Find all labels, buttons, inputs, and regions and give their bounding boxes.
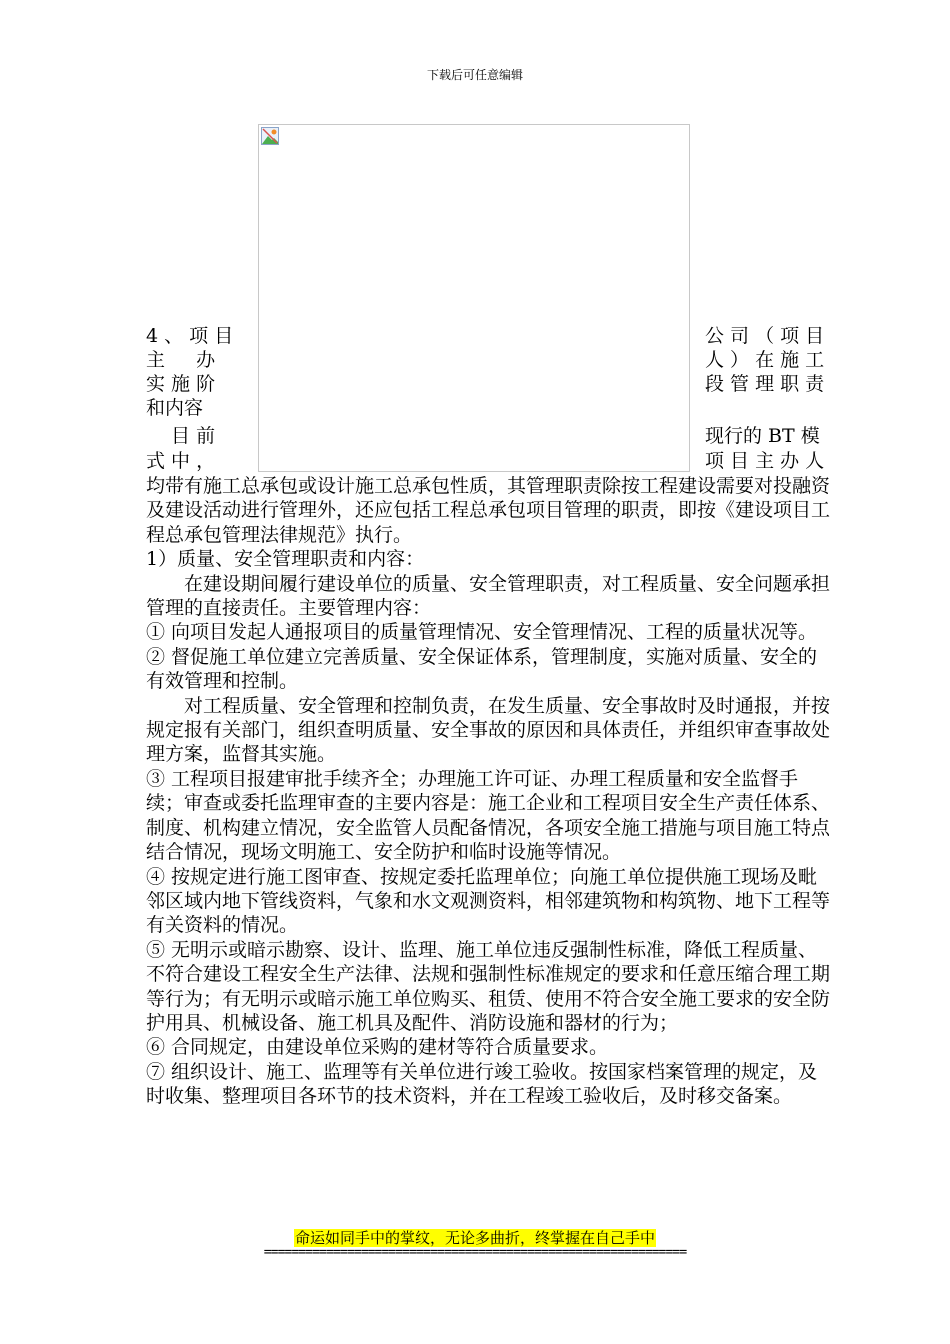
heading-right-line-3: 段 管 理 职 责 <box>705 373 825 395</box>
section-heading-quality-safety: 1）质量、安全管理职责和内容： <box>146 548 425 571</box>
list-item-2: ② 督促施工单位建立完善质量、安全保证体系，管理制度，实施对质量、安全的有效管理和控制。 <box>146 645 818 693</box>
heading-right-line-2: 人 ） 在 施 工 <box>705 349 825 371</box>
heading-left-line-4: 和内容 <box>146 397 204 419</box>
intro-left-line-1: 目 前 <box>146 425 216 447</box>
footer-rule: ============================================================= <box>263 1245 687 1260</box>
intro-right-line-1: 现行的 BT 模 <box>705 425 820 447</box>
list-item-5: ⑤ 无明示或暗示勘察、设计、监理、施工单位违反强制性标准，降低工程质量、不符合建设工程安全生产法律、法规和强制性标准规定的要求和任意压缩合理工期等行为；有无明示或暗示施工单位购买、租赁、使用不符合安全施工要求的安全防护用具、机械设备、施工机具及配件、消防设施和器材的行为； <box>146 938 831 1034</box>
heading-left-line-2: 主 办 <box>146 349 216 371</box>
list-item-7: ⑦ 组织设计、施工、监理等有关单位进行竣工验收。按国家档案管理的规定，及时收集、整理项目各环节的技术资料，并在工程竣工验收后，及时移交备案。 <box>146 1060 818 1108</box>
intro-right-line-2: 项 目 主 办 人 <box>705 450 825 472</box>
page-header: 下载后可任意编辑 <box>426 68 523 82</box>
broken-image-icon <box>261 127 279 145</box>
image-placeholder <box>258 124 690 472</box>
paragraph-construction-period: 在建设期间履行建设单位的质量、安全管理职责，对工程质量、安全问题承担管理的直接责任。主要管理内容： <box>146 572 831 620</box>
list-item-3: ③ 工程项目报建审批手续齐全；办理施工许可证、办理工程质量和安全监督手续；审查或委托监理审查的主要内容是：施工企业和工程项目安全生产责任体系、制度、机构建立情况，安全监管人员配备情况，各项安全施工措施与项目施工特点结合情况，现场文明施工、安全防护和临时设施等情况。 <box>146 767 831 864</box>
heading-right-line-1: 公 司 （ 项 目 <box>705 325 825 347</box>
paragraph-accident-handling: 对工程质量、安全管理和控制负责，在发生质量、安全事故时及时通报，并按规定报有关部门，组织查明质量、安全事故的原因和具体责任，并组织审查事故处理方案，监督其实施。 <box>146 694 831 766</box>
paragraph-responsibility: 均带有施工总承包或设计施工总承包性质，其管理职责除按工程建设需要对投融资及建设活动进行管理外，还应包括工程总承包项目管理的职责，即按《建设项目工程总承包管理法律规范》执行。 <box>146 475 831 546</box>
body-text <box>146 474 836 1109</box>
list-item-4: ④ 按规定进行施工图审查、按规定委托监理单位；向施工单位提供施工现场及毗邻区域内地下管线资料，气象和水文观测资料，相邻建筑物和构筑物、地下工程等有关资料的情况。 <box>146 865 831 937</box>
list-item-6: ⑥ 合同规定，由建设单位采购的建材等符合质量要求。 <box>146 1036 609 1059</box>
footer-note-text: 命运如同手中的掌纹，无论多曲折，终掌握在自己手中 <box>294 1229 655 1247</box>
heading-left-line-1: 4 、 项 目 <box>146 325 234 347</box>
intro-left-line-2: 式 中 ， <box>146 450 216 472</box>
list-item-1: ① 向项目发起人通报项目的质量管理情况、安全管理情况、工程的质量状况等。 <box>146 621 818 644</box>
heading-left-line-3: 实 施 阶 <box>146 373 216 395</box>
